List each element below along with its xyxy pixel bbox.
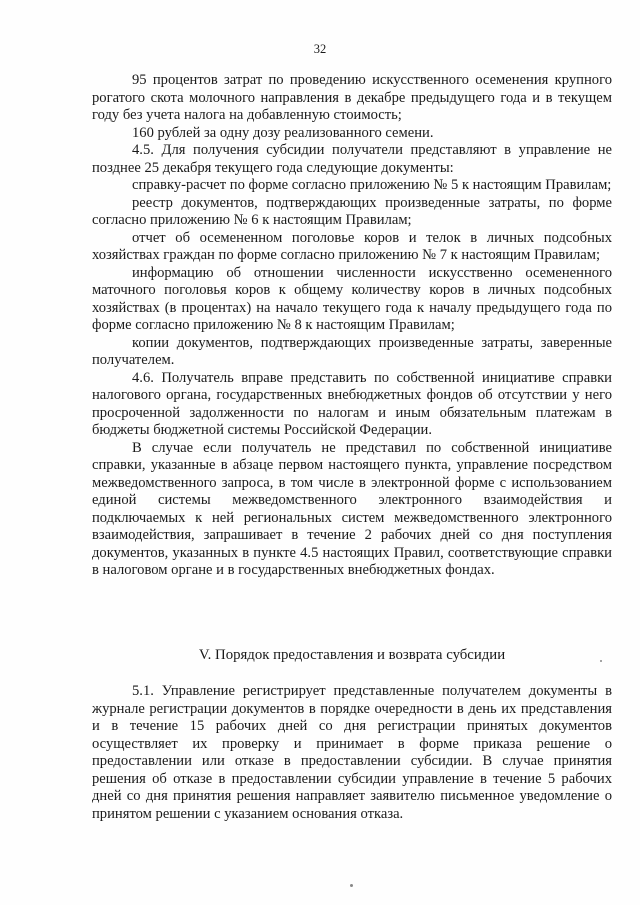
paragraph: информацию об отношении численности искусственно осемененного маточного поголовья коров к общему количеству коров в личных подсобных хозяйствах (в процентах) на начало текущего года к началу предыдущего года по форме согласно приложению № 8 к настоящим Правилам; (92, 264, 612, 333)
paragraph: отчет об осемененном поголовье коров и телок в личных подсобных хозяйствах граждан по форме согласно приложению № 7 к настоящим Правилам; (92, 229, 612, 263)
body-text-bottom (92, 683, 612, 823)
paragraph: В случае если получатель не представил по собственной инициативе справки, указанные в абзаце первом настоящего пункта, управление посредством межведомственного запроса, в том числе в электронной форме с использованием единой системы межведомственного электронного взаимодействия и подключаемых к ней региональных систем межведомственного электронного взаимодействия, запрашивает в течение 2 рабочих дней со дня поступления документов, указанных в пункте 4.5 настоящих Правил, соответствующие справки в налоговом органе и в государственных внебюджетных фондах. (92, 439, 612, 578)
paragraph: копии документов, подтверждающих произведенные затраты, заверенные получателем. (92, 334, 612, 368)
paragraph: 5.1. Управление регистрирует представленные получателем документы в журнале регистрации документов в порядке очередности в день их представления и в течение 15 рабочих дней со дня регистрации принятых документов осуществляет их проверку и принимает в форме приказа решение о предоставлении или отказе в предоставлении субсидии. В случае принятия решения об отказе в предоставлении субсидии управление в течение 5 рабочих дней со дня принятия решения направляет заявителю письменное уведомление о принятом решении с указанием основания отказа. (92, 683, 612, 822)
paragraph: справку-расчет по форме согласно приложению № 5 к настоящим Правилам; (132, 177, 612, 193)
scan-speck (600, 660, 602, 662)
page-number: 32 (313, 42, 327, 56)
scan-speck (350, 884, 353, 887)
body-text-top (92, 72, 612, 580)
paragraph: 4.5. Для получения субсидии получатели представляют в управление не позднее 25 декабря текущего года следующие документы: (92, 142, 612, 176)
section-heading: V. Порядок предоставления и возврата субсидии (198, 647, 506, 663)
paragraph: реестр документов, подтверждающих произведенные затраты, по форме согласно приложению № 6 к настоящим Правилам; (92, 194, 612, 228)
paragraph: 160 рублей за одну дозу реализованного семени. (132, 124, 434, 141)
paragraph: 4.6. Получатель вправе представить по собственной инициативе справки налогового органа, государственных внебюджетных фондов об отсутствии у него просроченной задолженности по налогам и иным обязательным платежам в бюджеты бюджетной системы Российской Федерации. (92, 369, 612, 438)
paragraph: 95 процентов затрат по проведению искусственного осеменения крупного рогатого скота молочного направления в декабре предыдущего года и в текущем году без учета налога на добавленную стоимость; (92, 72, 612, 123)
